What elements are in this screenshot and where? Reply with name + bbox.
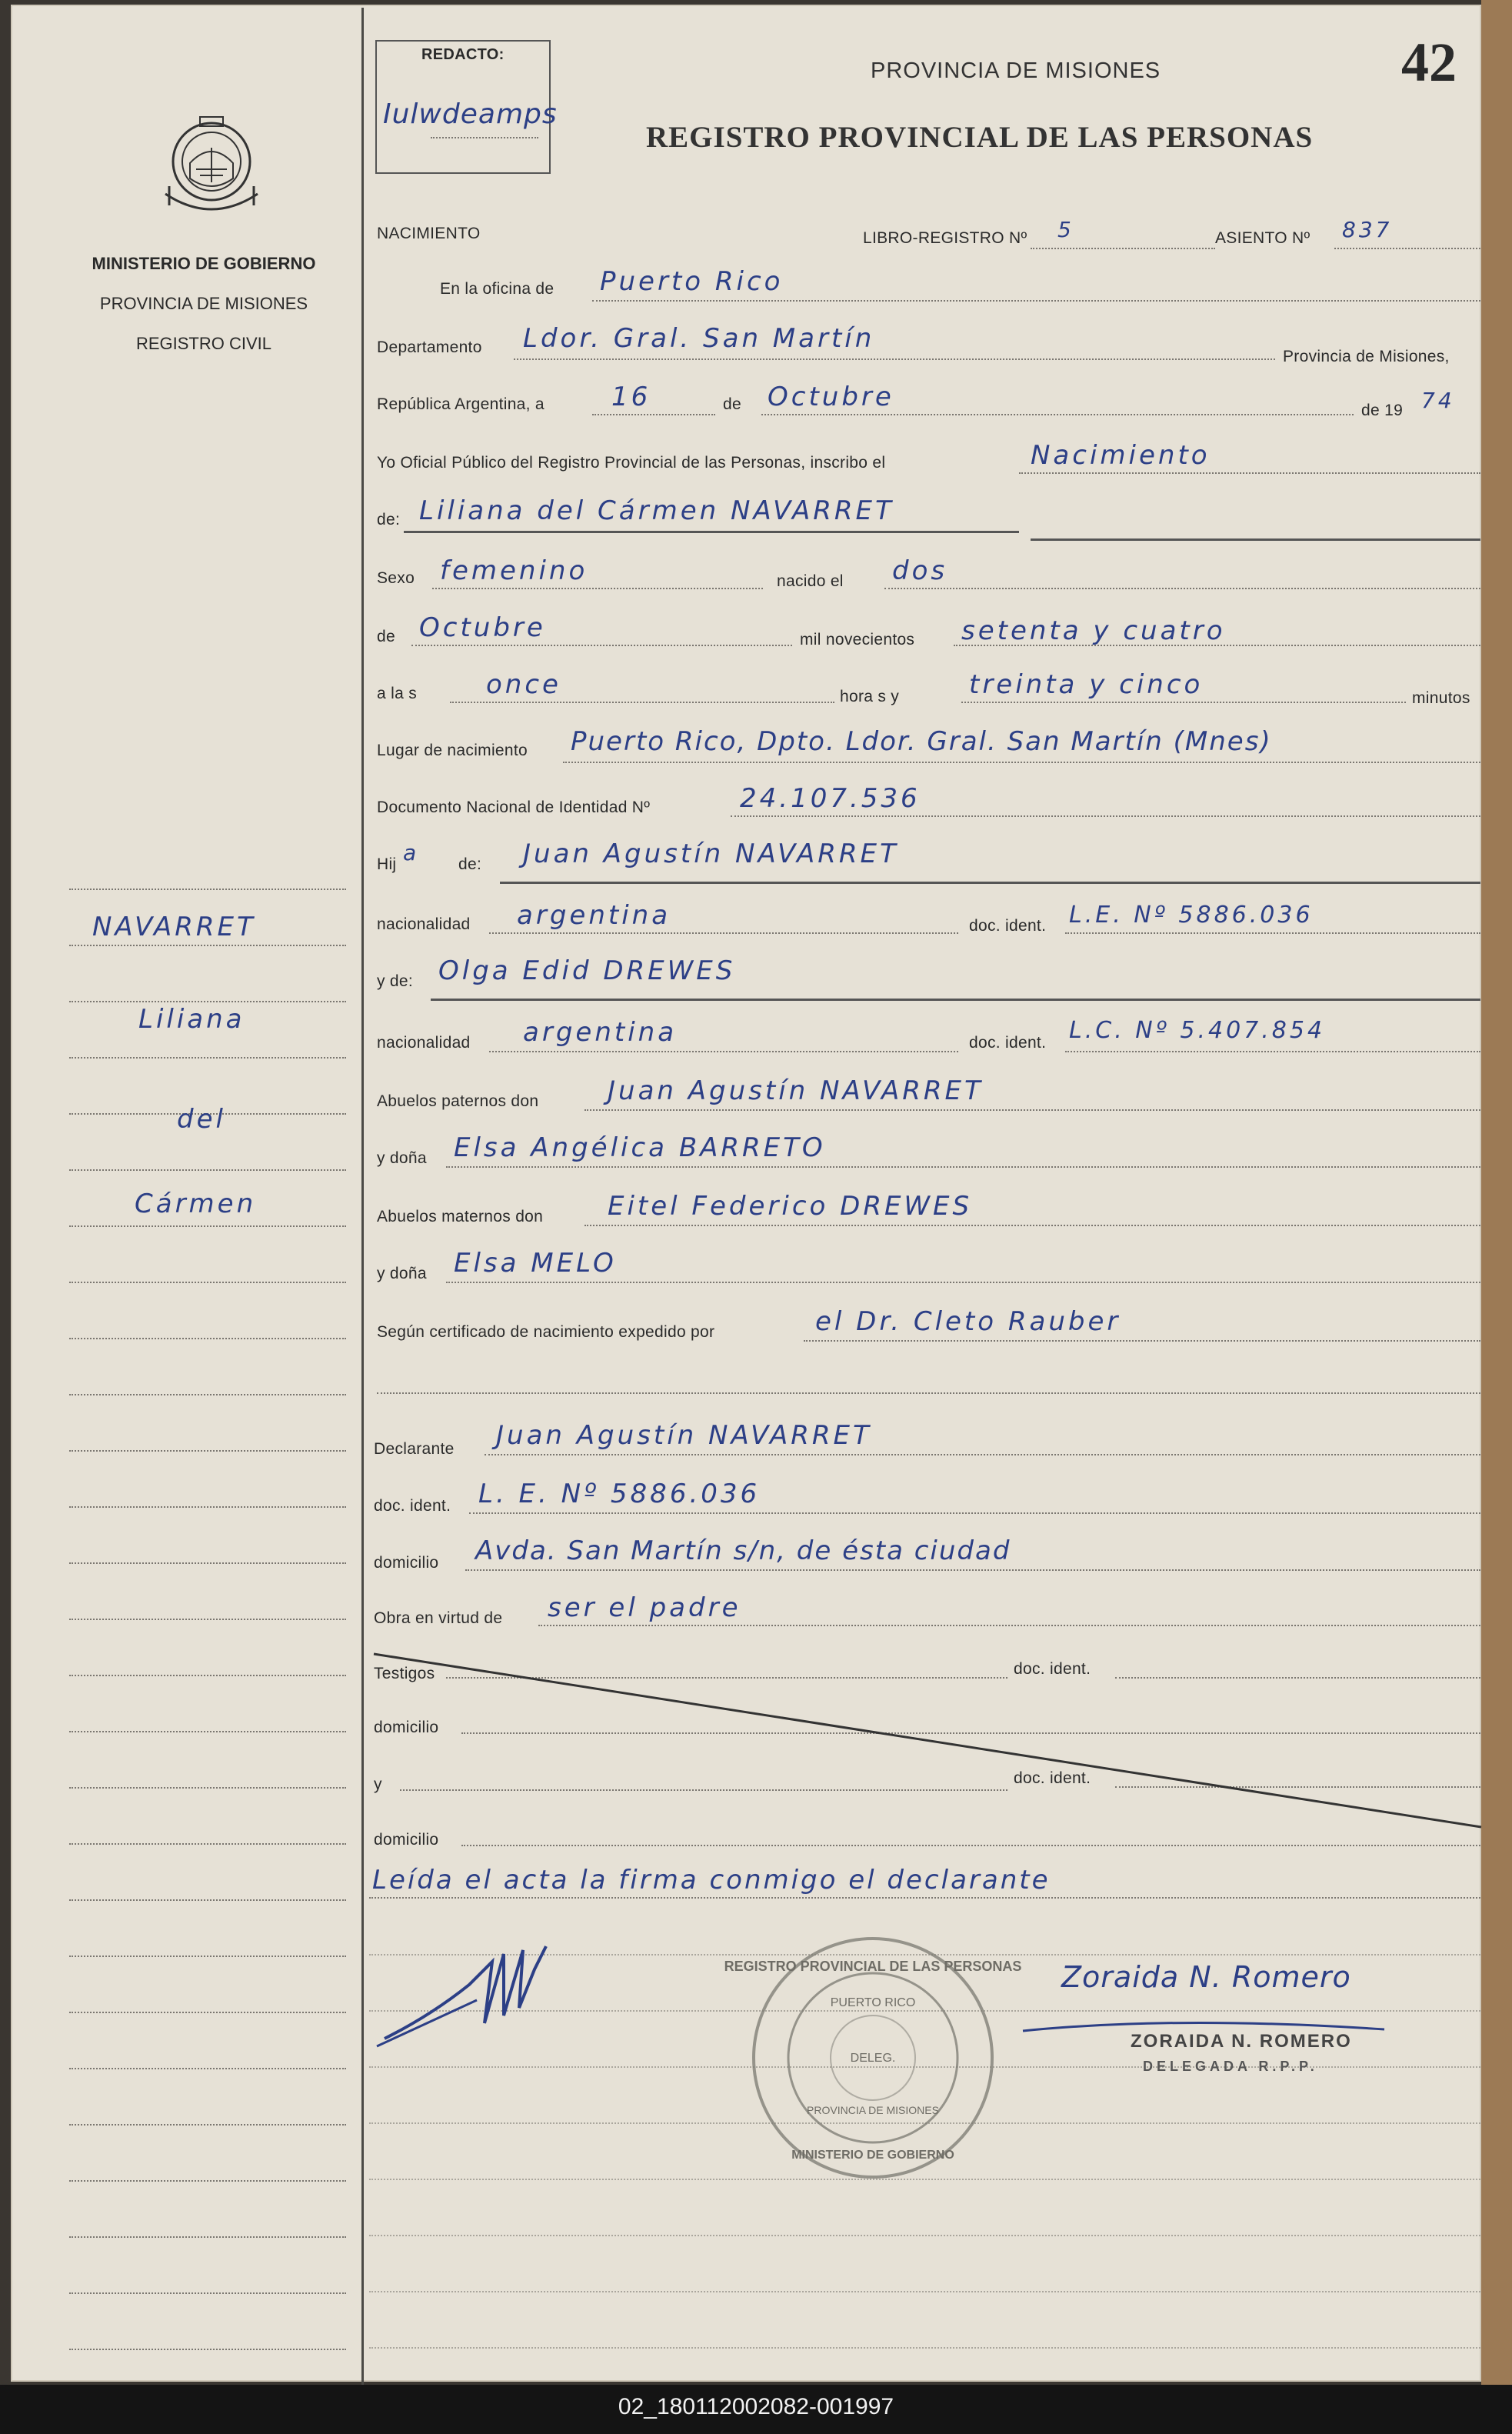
nacido-line <box>884 588 1480 589</box>
domicilio2-label: domicilio <box>374 1719 439 1736</box>
margin-line <box>69 1001 346 1002</box>
a-las-value: once <box>486 669 561 700</box>
official-seal <box>724 1931 1022 2185</box>
margin-line <box>69 2292 346 2294</box>
ministry-name: MINISTERIO DE GOBIERNO <box>92 254 316 273</box>
hija-suffix: a <box>403 840 420 865</box>
nac1-value: argentina <box>517 900 671 931</box>
segun-label: Según certificado de nacimiento expedido por <box>377 1323 715 1341</box>
declarante-label: Declarante <box>374 1440 455 1458</box>
official-signature: Zoraida N. Romero <box>1061 1960 1351 1994</box>
y-label: y <box>374 1775 382 1793</box>
redacto-signature: Iulwdeamps <box>383 98 558 130</box>
lugar-line <box>563 762 1480 763</box>
padre-underline <box>500 882 1480 884</box>
sexo-label: Sexo <box>377 569 415 587</box>
doc4-label: doc. ident. <box>1014 1660 1091 1678</box>
republica-label: República Argentina, a <box>377 395 545 413</box>
de-persona-underline-2 <box>1031 538 1480 541</box>
margin-line <box>69 945 346 946</box>
seal-center-mid: DELEG. <box>850 2052 896 2065</box>
provincia-label: Provincia de Misiones, <box>1283 348 1450 365</box>
doc5-label: doc. ident. <box>1014 1769 1091 1787</box>
doc2-label: doc. ident. <box>969 1034 1047 1052</box>
redacto-label: REDACTO: <box>421 46 505 63</box>
de-mes-line <box>411 645 792 646</box>
coat-of-arms-icon <box>154 109 269 225</box>
page-number: 42 <box>1401 32 1457 93</box>
nacido-label: nacido el <box>777 572 844 590</box>
abuelos-paternos-value: Juan Agustín NAVARRET <box>608 1075 984 1106</box>
margin-line <box>69 1338 346 1339</box>
margin-name-2: del <box>177 1104 226 1135</box>
yo-oficial-line <box>1019 472 1480 474</box>
margin-line <box>69 1282 346 1283</box>
horas-label: hora s y <box>840 688 900 705</box>
declarante-line <box>485 1454 1480 1455</box>
libro-line <box>1031 248 1215 249</box>
nac1-line <box>489 932 958 934</box>
doc3-label: doc. ident. <box>374 1497 451 1515</box>
obra-value: ser el padre <box>548 1592 741 1623</box>
column-divider <box>361 8 364 2385</box>
leida-line <box>369 1897 1480 1899</box>
de-anio-label: de 19 <box>1361 402 1404 419</box>
margin-line <box>69 1731 346 1732</box>
ydona2-line <box>446 1282 1480 1283</box>
madre-value: Olga Edid DREWES <box>438 955 736 986</box>
nacido-value: dos <box>892 555 948 586</box>
seal-center-top: PUERTO RICO <box>830 1996 916 2009</box>
a-las-line <box>450 702 834 703</box>
a-las-label: a la s <box>377 685 417 702</box>
obra-line <box>538 1625 1480 1626</box>
dni-line <box>731 815 1480 817</box>
asiento-line <box>1334 248 1480 249</box>
doc2-value: L.C. Nº 5.407.854 <box>1069 1017 1326 1044</box>
minutos-line <box>961 702 1406 703</box>
oficina-line <box>592 300 1480 302</box>
abuelos-maternos-value: Eitel Federico DREWES <box>608 1191 973 1222</box>
testigos-label: Testigos <box>374 1665 435 1682</box>
mil-value: setenta y cuatro <box>961 615 1226 646</box>
margin-line <box>69 1562 346 1564</box>
domicilio-line <box>465 1569 1480 1571</box>
nacimiento-label: NACIMIENTO <box>377 225 481 242</box>
abuelos-maternos-line <box>584 1225 1480 1226</box>
ydona1-label: y doña <box>377 1149 427 1167</box>
signature-area-line <box>369 2291 1480 2292</box>
margin-line <box>69 1619 346 1620</box>
official-stamp-role: DELEGADA R.P.P. <box>1143 2059 1318 2074</box>
margin-line <box>69 2068 346 2069</box>
margin-line <box>69 1787 346 1789</box>
mil-label: mil novecientos <box>800 631 915 649</box>
asiento-value: 837 <box>1342 217 1393 242</box>
madre-underline <box>431 999 1480 1001</box>
departamento-value: Ldor. Gral. San Martín <box>523 323 875 354</box>
doc3-line <box>469 1512 1480 1514</box>
anio-value: 74 <box>1421 388 1455 413</box>
de-label: de <box>723 395 741 413</box>
sexo-line <box>432 588 763 589</box>
doc1-value: L.E. Nº 5886.036 <box>1069 902 1314 929</box>
de-persona-underline <box>404 531 1019 533</box>
yo-oficial-value: Nacimiento <box>1031 440 1211 471</box>
seal-ring-text: REGISTRO PROVINCIAL DE LAS PERSONAS <box>724 1959 1022 1974</box>
margin-name-1: Liliana <box>138 1004 245 1035</box>
signature-area-line <box>369 2235 1480 2236</box>
lugar-value: Puerto Rico, Dpto. Ldor. Gral. San Martín (Mnes) <box>571 726 1272 757</box>
ydona1-line <box>446 1166 1480 1168</box>
seal-bottom-text: PROVINCIA DE MISIONES <box>807 2104 939 2116</box>
margin-line <box>69 2124 346 2126</box>
obra-label: Obra en virtud de <box>374 1609 503 1627</box>
domicilio-label: domicilio <box>374 1554 439 1572</box>
margin-line <box>69 1169 346 1171</box>
de-mes-label: de <box>377 628 395 645</box>
ministry-province: PROVINCIA DE MISIONES <box>99 294 308 313</box>
mes-value: Octubre <box>768 382 894 412</box>
departamento-line <box>514 358 1275 360</box>
leida-text: Leída el acta la firma conmigo el declarante <box>372 1865 1051 1896</box>
mes-line <box>761 414 1354 415</box>
abuelos-paternos-line <box>584 1109 1480 1111</box>
oficina-value: Puerto Rico <box>600 266 784 297</box>
de-mes-value: Octubre <box>419 612 546 643</box>
domicilio-value: Avda. San Martín s/n, de ésta ciudad <box>475 1535 1011 1566</box>
domicilio3-label: domicilio <box>374 1831 439 1849</box>
margin-line <box>69 2236 346 2238</box>
seal-bottom-text-2: MINISTERIO DE GOBIERNO <box>791 2149 954 2162</box>
margin-line <box>69 2180 346 2182</box>
header-title: REGISTRO PROVINCIAL DE LAS PERSONAS <box>646 121 1314 154</box>
libro-label: LIBRO-REGISTRO Nº <box>863 229 1027 247</box>
margin-line <box>69 1506 346 1508</box>
margin-line <box>69 1843 346 1845</box>
doc3-value: L. E. Nº 5886.036 <box>478 1479 761 1509</box>
yo-oficial-label: Yo Oficial Público del Registro Provincial de las Personas, inscribo el <box>377 454 886 472</box>
doc1-line <box>1065 932 1480 934</box>
segun-line-2 <box>377 1392 1480 1394</box>
declarante-value: Juan Agustín NAVARRET <box>496 1420 872 1451</box>
margin-line <box>69 889 346 890</box>
margin-line <box>69 1450 346 1452</box>
void-strike-line <box>374 1654 1481 1831</box>
margin-line <box>69 2012 346 2013</box>
domicilio3-line <box>461 1845 1480 1846</box>
margin-line <box>69 1956 346 1957</box>
ydona2-label: y doña <box>377 1265 427 1282</box>
hija-label <box>377 855 396 874</box>
page-edge <box>1481 0 1512 2385</box>
margin-line <box>69 1394 346 1395</box>
header-province: PROVINCIA DE MISIONES <box>871 58 1161 83</box>
official-stamp-name: ZORAIDA N. ROMERO <box>1131 2031 1352 2052</box>
dia-line <box>592 414 715 415</box>
minutos-label: minutos <box>1412 689 1470 707</box>
dni-value: 24.107.536 <box>740 783 921 814</box>
padre-value: Juan Agustín NAVARRET <box>523 839 899 869</box>
doc2-line <box>1065 1051 1480 1052</box>
ydona2-value: Elsa MELO <box>454 1248 617 1279</box>
margin-line <box>69 1225 346 1227</box>
margin-line <box>69 2349 346 2350</box>
hija-de-label: de: <box>458 855 482 873</box>
ydona1-value: Elsa Angélica BARRETO <box>454 1132 826 1163</box>
nac2-label: nacionalidad <box>377 1034 471 1052</box>
doc1-label: doc. ident. <box>969 917 1047 935</box>
ministry-registry: REGISTRO CIVIL <box>135 334 272 353</box>
nac1-label: nacionalidad <box>377 915 471 933</box>
departamento-label: Departamento <box>377 338 482 356</box>
declarant-signature <box>369 1908 554 2062</box>
margin-line <box>69 1899 346 1901</box>
image-id-footer: 02_180112002082-001997 <box>618 2394 894 2419</box>
de-persona-value: Liliana del Cármen NAVARRET <box>419 495 894 526</box>
dia-value: 16 <box>611 382 651 412</box>
asiento-label: ASIENTO Nº <box>1215 229 1311 247</box>
minutos-value: treinta y cinco <box>969 669 1204 700</box>
yde-label: y de: <box>377 972 414 990</box>
redacto-line <box>431 137 538 138</box>
mil-line <box>954 645 1480 646</box>
abuelos-paternos-label: Abuelos paternos don <box>377 1092 539 1110</box>
oficina-label: En la oficina de <box>440 280 555 298</box>
sexo-value: femenino <box>440 555 588 586</box>
de-persona-label: de: <box>377 511 401 528</box>
lugar-label: Lugar de nacimiento <box>377 742 528 759</box>
nac2-line <box>489 1051 958 1052</box>
segun-value: el Dr. Cleto Rauber <box>815 1306 1121 1337</box>
libro-value: 5 <box>1057 217 1074 242</box>
margin-line <box>69 1057 346 1059</box>
hija-label-a: Hij <box>377 855 397 873</box>
margin-name-3: Cármen <box>135 1189 257 1219</box>
margin-surname: NAVARRET <box>92 912 256 942</box>
signature-area-line <box>369 2347 1480 2349</box>
segun-line <box>804 1340 1480 1342</box>
nac2-value: argentina <box>523 1017 678 1048</box>
margin-line <box>69 1675 346 1676</box>
dni-label: Documento Nacional de Identidad Nº <box>377 799 651 816</box>
abuelos-maternos-label: Abuelos maternos don <box>377 1208 544 1225</box>
